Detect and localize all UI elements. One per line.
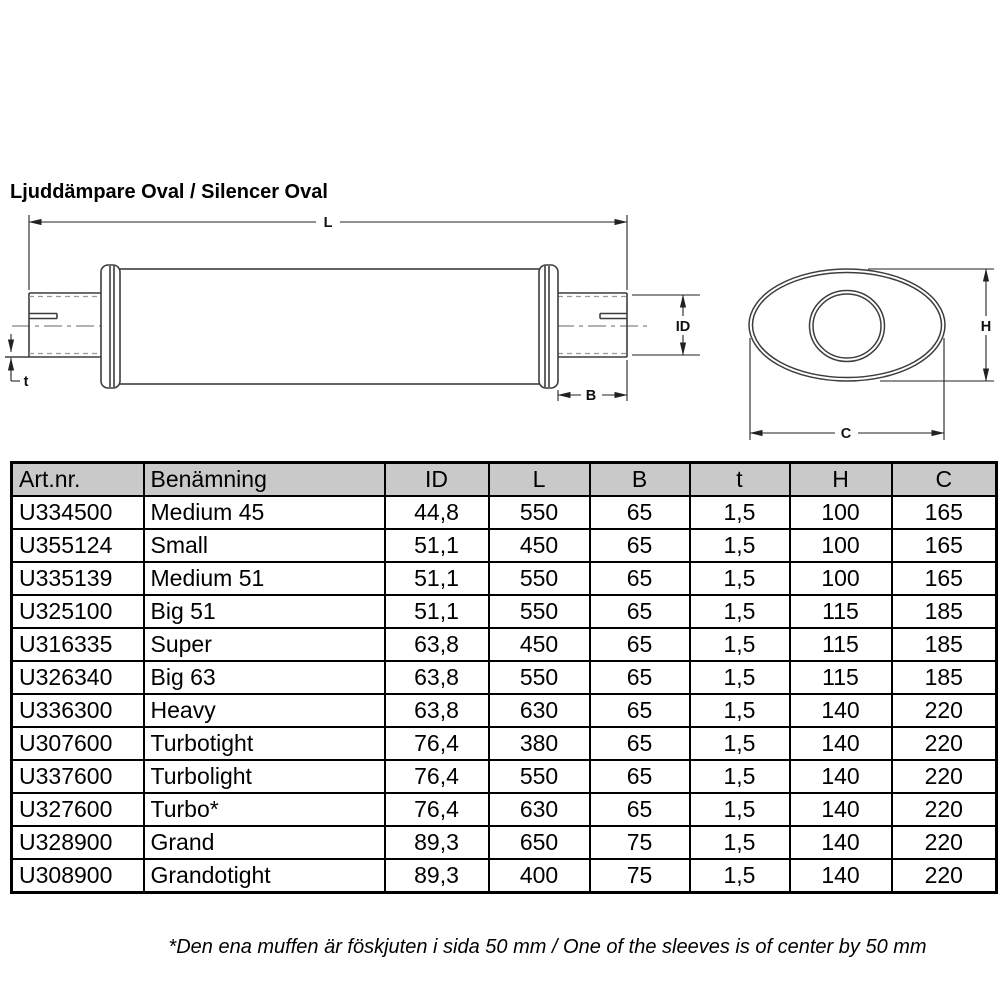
cell-value: 65: [590, 661, 690, 694]
cell-artnr: U307600: [12, 727, 144, 760]
cell-value: 650: [489, 826, 590, 859]
table-row: [12, 793, 997, 826]
cell-value: 220: [892, 727, 997, 760]
cell-value: 140: [790, 859, 892, 893]
dimensions-table: [10, 461, 998, 894]
cell-value: 140: [790, 760, 892, 793]
cell-value: 51,1: [385, 562, 489, 595]
column-header-benmning: Benämning: [144, 463, 385, 497]
end-view-dimensions: [750, 269, 998, 441]
cell-value: 65: [590, 727, 690, 760]
cell-value: 65: [590, 496, 690, 529]
cell-value: 630: [489, 694, 590, 727]
cell-value: 165: [892, 496, 997, 529]
cell-value: 185: [892, 595, 997, 628]
table-row: [12, 694, 997, 727]
technical-drawing: [0, 205, 1000, 455]
cell-value: 1,5: [690, 760, 790, 793]
cell-value: 1,5: [690, 694, 790, 727]
cell-value: 1,5: [690, 595, 790, 628]
column-header-t: t: [690, 463, 790, 497]
column-header-c: C: [892, 463, 997, 497]
cell-value: 140: [790, 694, 892, 727]
cell-name: Medium 51: [144, 562, 385, 595]
cell-value: 76,4: [385, 727, 489, 760]
table-row: [12, 595, 997, 628]
cell-value: 550: [489, 562, 590, 595]
cell-value: 220: [892, 760, 997, 793]
cell-value: 185: [892, 661, 997, 694]
cell-value: 65: [590, 562, 690, 595]
cell-artnr: U337600: [12, 760, 144, 793]
cell-artnr: U328900: [12, 826, 144, 859]
table-row: [12, 859, 997, 893]
height-dim-label: H: [980, 319, 992, 335]
cell-value: 1,5: [690, 496, 790, 529]
cell-artnr: U327600: [12, 793, 144, 826]
cell-name: Super: [144, 628, 385, 661]
cell-value: 65: [590, 793, 690, 826]
cell-value: 89,3: [385, 859, 489, 893]
table-header-row: [12, 463, 997, 497]
cell-name: Turbotight: [144, 727, 385, 760]
oval-shell-outer: [749, 269, 945, 381]
width-dim-label: C: [840, 426, 852, 442]
cell-value: 380: [489, 727, 590, 760]
footnote: *Den ena muffen är föskjuten i sida 50 mm / One of the sleeves is of center by 50 mm: [168, 936, 927, 958]
cell-value: 220: [892, 694, 997, 727]
cell-value: 1,5: [690, 661, 790, 694]
table-row: [12, 562, 997, 595]
cell-name: Grandotight: [144, 859, 385, 893]
cell-value: 65: [590, 628, 690, 661]
cell-value: 140: [790, 826, 892, 859]
table-row: [12, 727, 997, 760]
end-view: [749, 269, 945, 381]
table-row: [12, 529, 997, 562]
cell-artnr: U316335: [12, 628, 144, 661]
cell-artnr: U326340: [12, 661, 144, 694]
column-header-b: B: [590, 463, 690, 497]
cell-value: 400: [489, 859, 590, 893]
cell-value: 100: [790, 529, 892, 562]
cell-value: 115: [790, 661, 892, 694]
cell-value: 220: [892, 859, 997, 893]
cell-value: 1,5: [690, 727, 790, 760]
muffler-right-cap: [539, 265, 558, 388]
cell-value: 140: [790, 727, 892, 760]
cell-value: 450: [489, 529, 590, 562]
cell-value: 1,5: [690, 859, 790, 893]
cell-value: 1,5: [690, 793, 790, 826]
sleeve-length-dim-label: B: [585, 388, 597, 404]
cell-value: 75: [590, 859, 690, 893]
muffler-body: [119, 269, 540, 384]
cell-value: 220: [892, 793, 997, 826]
cell-artnr: U335139: [12, 562, 144, 595]
table-row: [12, 826, 997, 859]
cell-name: Big 63: [144, 661, 385, 694]
cell-artnr: U336300: [12, 694, 144, 727]
cell-value: 89,3: [385, 826, 489, 859]
table-row: [12, 760, 997, 793]
cell-name: Heavy: [144, 694, 385, 727]
muffler-left-cap: [101, 265, 120, 388]
cell-value: 63,8: [385, 661, 489, 694]
cell-name: Turbo*: [144, 793, 385, 826]
thickness-dim-label: t: [23, 374, 29, 390]
column-header-l: L: [489, 463, 590, 497]
cell-value: 65: [590, 529, 690, 562]
cell-value: 100: [790, 496, 892, 529]
cell-value: 550: [489, 661, 590, 694]
cell-value: 51,1: [385, 595, 489, 628]
cell-value: 165: [892, 562, 997, 595]
cell-name: Turbolight: [144, 760, 385, 793]
cell-value: 76,4: [385, 760, 489, 793]
column-header-h: H: [790, 463, 892, 497]
cell-artnr: U355124: [12, 529, 144, 562]
cell-name: Grand: [144, 826, 385, 859]
table-row: [12, 661, 997, 694]
cell-value: 115: [790, 595, 892, 628]
cell-name: Big 51: [144, 595, 385, 628]
cell-artnr: U308900: [12, 859, 144, 893]
cell-value: 1,5: [690, 529, 790, 562]
pipe-opening-outer: [810, 291, 885, 362]
cell-value: 75: [590, 826, 690, 859]
cell-value: 115: [790, 628, 892, 661]
cell-value: 51,1: [385, 529, 489, 562]
cell-artnr: U325100: [12, 595, 144, 628]
table-row: [12, 628, 997, 661]
page-title: Ljuddämpare Oval / Silencer Oval: [10, 181, 328, 203]
cell-value: 65: [590, 595, 690, 628]
cell-value: 65: [590, 694, 690, 727]
cell-value: 44,8: [385, 496, 489, 529]
cell-value: 140: [790, 793, 892, 826]
cell-value: 63,8: [385, 694, 489, 727]
pipe-opening-inner: [813, 294, 881, 358]
cell-name: Medium 45: [144, 496, 385, 529]
column-header-artnr: Art.nr.: [12, 463, 144, 497]
cell-value: 165: [892, 529, 997, 562]
side-view: [5, 265, 652, 388]
cell-value: 76,4: [385, 793, 489, 826]
cell-value: 220: [892, 826, 997, 859]
length-dim-label: L: [323, 215, 333, 231]
inner-diameter-dim-label: ID: [675, 319, 691, 335]
cell-value: 550: [489, 760, 590, 793]
cell-value: 550: [489, 595, 590, 628]
cell-value: 630: [489, 793, 590, 826]
table-row: [12, 496, 997, 529]
cell-value: 1,5: [690, 628, 790, 661]
cell-value: 1,5: [690, 826, 790, 859]
cell-value: 1,5: [690, 562, 790, 595]
column-header-id: ID: [385, 463, 489, 497]
cell-value: 100: [790, 562, 892, 595]
cell-value: 65: [590, 760, 690, 793]
cell-value: 63,8: [385, 628, 489, 661]
cell-value: 185: [892, 628, 997, 661]
cell-value: 450: [489, 628, 590, 661]
cell-name: Small: [144, 529, 385, 562]
cell-value: 550: [489, 496, 590, 529]
cell-artnr: U334500: [12, 496, 144, 529]
